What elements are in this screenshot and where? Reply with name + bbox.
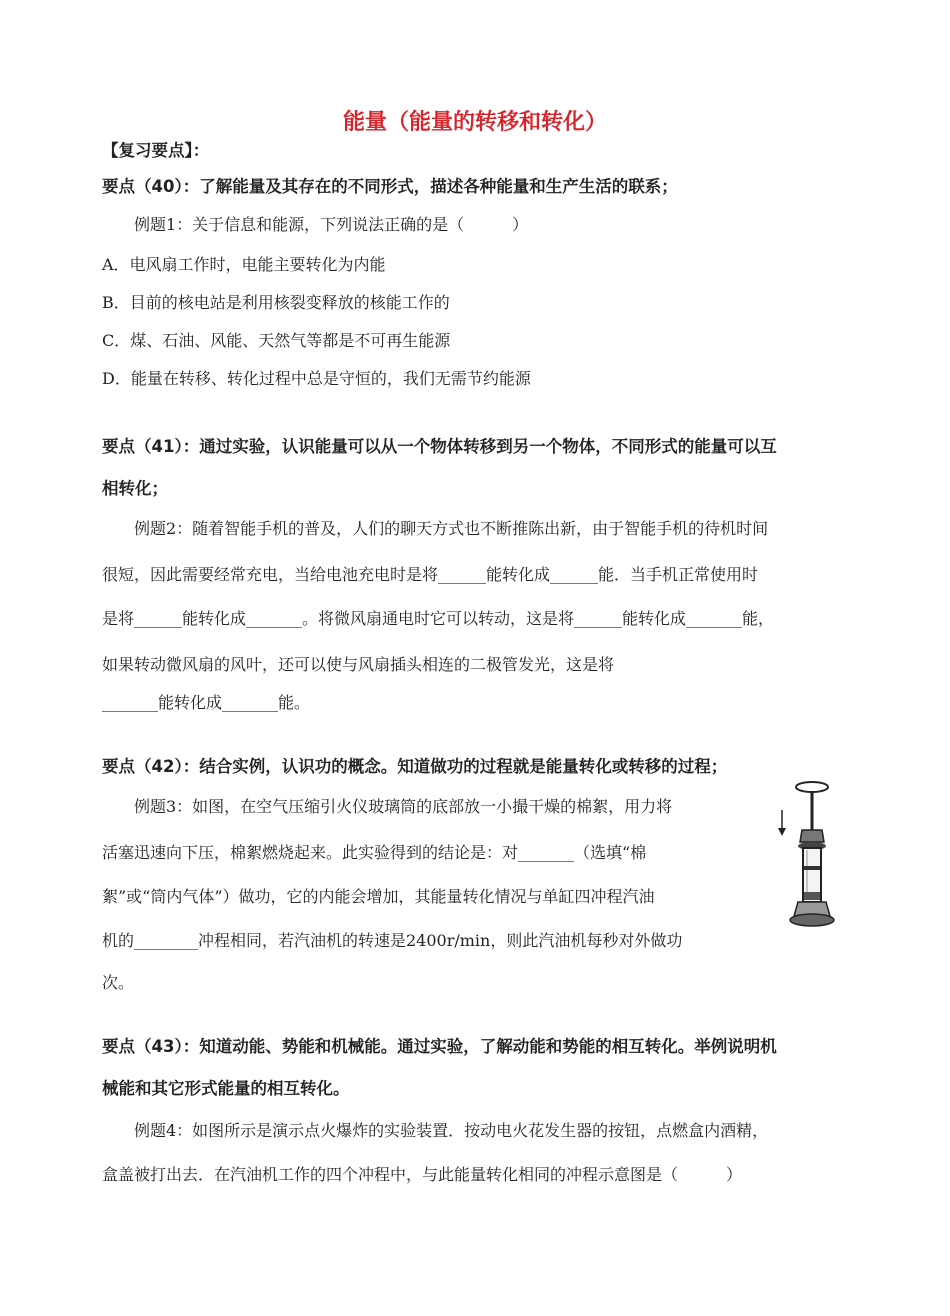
point-43-heading-cont: 械能和其它形式能量的相互转化。 — [102, 1079, 350, 1098]
point-40-heading: 要点（40）：了解能量及其存在的不同形式，描述各种能量和生产生活的联系； — [102, 177, 678, 196]
document-title: 能量（能量的转移和转化） — [342, 110, 607, 135]
point-42-heading: 要点（42）：结合实例，认识功的概念。知道做功的过程就是能量转化或转移的过程； — [102, 757, 728, 776]
example-2-line-3: 是将______能转化成_______。将微风扇通电时它可以转动，这是将______能转化成_______能， — [102, 609, 775, 628]
example-1-question: 例题1：关于信息和能源，下列说法正确的是（ ） — [134, 215, 529, 234]
example-3-line-5: 次。 — [102, 973, 135, 992]
example-3-line-1: 例题3：如图，在空气压缩引火仪玻璃筒的底部放一小撮干燥的棉絮，用力将 — [134, 797, 673, 816]
example-1-option-b: B．目前的核电站是利用核裂变释放的核能工作的 — [102, 293, 450, 312]
example-2-line-2: 很短，因此需要经常充电，当给电池充电时是将______能转化成______能．当手机正常使用时 — [102, 565, 759, 584]
point-41-heading: 要点（41）：通过实验，认识能量可以从一个物体转移到另一个物体，不同形式的能量可以互 — [102, 437, 777, 456]
example-3-line-4: 机的________冲程相同，若汽油机的转速是2400r/min，则此汽油机每秒对外做功 — [102, 931, 683, 950]
example-3-line-3: 絮”或“筒内气体”）做功，它的内能会增加，其能量转化情况与单缸四冲程汽油 — [102, 887, 655, 906]
example-1-option-c: C．煤、石油、风能、天然气等都是不可再生能源 — [102, 331, 451, 350]
example-3-line-2: 活塞迅速向下压，棉絮燃烧起来。此实验得到的结论是：对_______（选填“棉 — [102, 843, 647, 862]
example-2-line-5: _______能转化成_______能。 — [102, 693, 311, 712]
example-2-line-1: 例题2：随着智能手机的普及，人们的聊天方式也不断推陈出新，由于智能手机的待机时间 — [134, 519, 769, 538]
example-1-option-a: A．电风扇工作时，电能主要转化为内能 — [102, 255, 386, 274]
point-43-heading: 要点（43）：知道动能、势能和机械能。通过实验，了解动能和势能的相互转化。举例说明机 — [102, 1037, 777, 1056]
point-41-heading-cont: 相转化； — [102, 479, 168, 498]
example-2-line-4: 如果转动微风扇的风叶，还可以使与风扇插头相连的二极管发光，这是将 — [102, 655, 615, 674]
review-header: 【复习要点】： — [102, 141, 210, 160]
example-1-option-d: D．能量在转移、转化过程中总是守恒的，我们无需节约能源 — [102, 369, 531, 388]
example-4-line-1: 例题4：如图所示是演示点火爆炸的实验装置．按动电火花发生器的按钮，点燃盒内酒精， — [134, 1121, 769, 1140]
example-4-line-2: 盒盖被打出去．在汽油机工作的四个冲程中，与此能量转化相同的冲程示意图是（ ） — [102, 1165, 743, 1184]
air-compression-igniter-illustration — [776, 780, 838, 928]
